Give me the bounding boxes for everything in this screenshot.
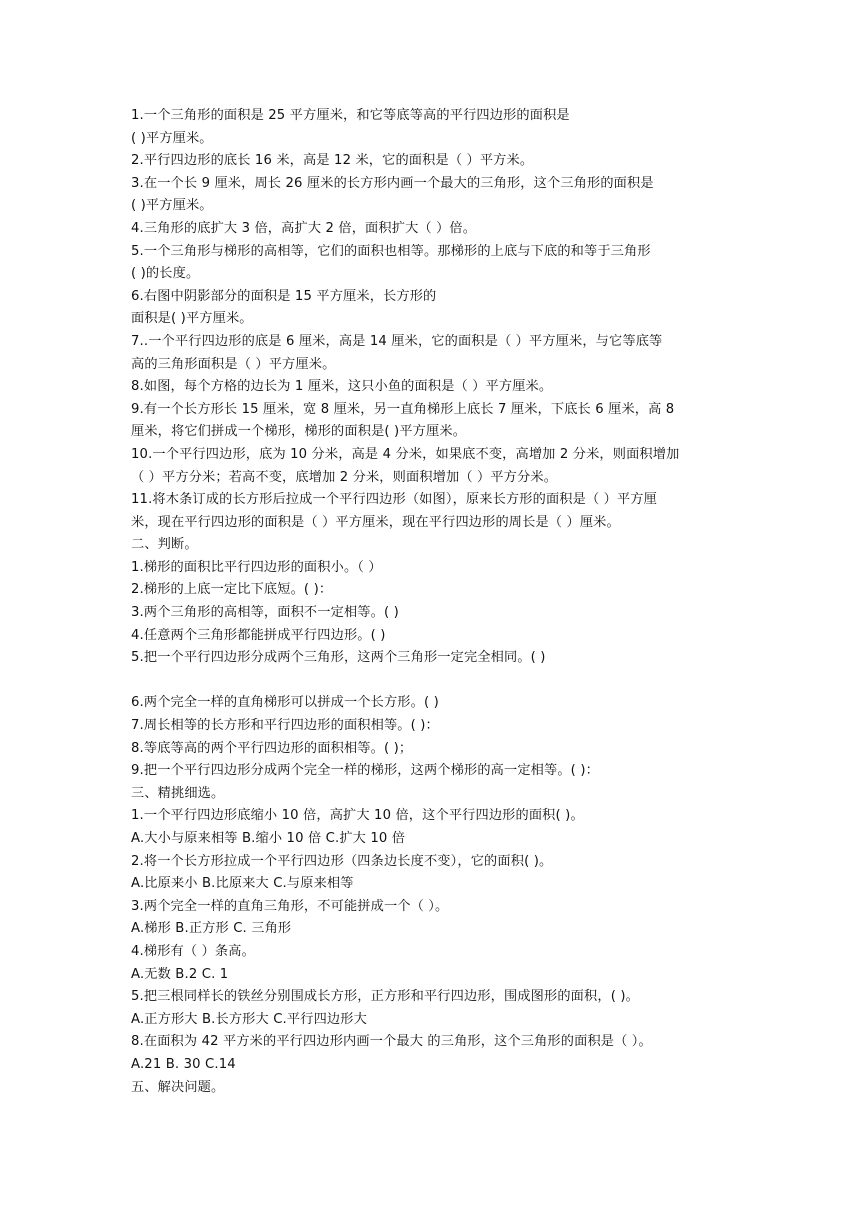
judge-item-1: 1.梯形的面积比平行四边形的面积小。（ ） [131, 559, 382, 575]
q8-line: 8.如图，每个方格的边长为 1 厘米，这只小鱼的面积是（ ）平方厘米。 [131, 379, 553, 395]
choice-q4: 4.梯形有（ ）条高。 [131, 943, 255, 959]
choice-q1: 1.一个平行四边形底缩小 10 倍，高扩大 10 倍，这个平行四边形的面积( )。 [131, 808, 584, 824]
q10-line-1: 10.一个平行四边形，底为 10 分米，高是 4 分米，如果底不变，高增加 2 分米，则面积增加 [131, 446, 680, 462]
q7-line-2: 高的三角形面积是（ ）平方厘米。 [131, 356, 336, 372]
choice-q3-options: A.梯形 B.正方形 C. 三角形 [131, 921, 292, 937]
choice-q2: 2.将一个长方形拉成一个平行四边形（四条边长度不变），它的面积( )。 [131, 853, 553, 869]
q11-line-1: 11.将木条订成的长方形后拉成一个平行四边形（如图），原来长方形的面积是（ ）平方厘 [131, 492, 657, 508]
q4-line: 4.三角形的底扩大 3 倍，高扩大 2 倍，面积扩大（ ）倍。 [131, 220, 477, 236]
choice-q5: 5.把三根同样长的铁丝分别围成长方形，正方形和平行四边形，围成图形的面积，( )。 [131, 989, 639, 1005]
blank-line [131, 670, 735, 693]
judge-item-3: 3.两个三角形的高相等，面积不一定相等。( ) [131, 605, 399, 621]
document-body [131, 105, 735, 1099]
choice-q8-options: A.21 B. 30 C.14 [131, 1056, 236, 1072]
section-heading-judge: 二、判断。 [131, 537, 198, 553]
q1-line-1: 1.一个三角形的面积是 25 平方厘米，和它等底等高的平行四边形的面积是 [131, 108, 570, 123]
section-heading-choice: 三、精挑细选。 [131, 785, 225, 801]
q11-line-2: 米，现在平行四边形的面积是（ ）平方厘米，现在平行四边形的周长是（ ）厘米。 [131, 514, 620, 530]
section-heading-solve: 五、解决问题。 [131, 1079, 225, 1095]
judge-item-7: 7.周长相等的长方形和平行四边形的面积相等。( )： [131, 718, 439, 734]
choice-q2-options: A.比原来小 B.比原来大 C.与原来相等 [131, 876, 354, 892]
choice-q3: 3.两个完全一样的直角三角形，不可能拼成一个（ ）。 [131, 898, 449, 914]
choice-q4-options: A.无数 B.2 C. 1 [131, 966, 229, 982]
judge-item-6: 6.两个完全一样的直角梯形可以拼成一个长方形。( ) [131, 695, 439, 711]
q9-line-2: 厘米，将它们拼成一个梯形，梯形的面积是( )平方厘米。 [131, 424, 467, 440]
q3-line-1: 3.在一个长 9 厘米，周长 26 厘米的长方形内画一个最大的三角形，这个三角形的面积是 [131, 175, 654, 191]
q6-line-1: 6.右图中阴影部分的面积是 15 平方厘米，长方形的 [131, 288, 437, 304]
q1-line-2: ( )平方厘米。 [131, 130, 213, 146]
judge-item-8: 8.等底等高的两个平行四边形的面积相等。( )； [131, 740, 413, 756]
choice-q5-options: A.正方形大 B.长方形大 C.平行四边形大 [131, 1011, 367, 1027]
q5-line-1: 5.一个三角形与梯形的高相等，它们的面积也相等。那梯形的上底与下底的和等于三角形 [131, 243, 651, 259]
judge-item-2: 2.梯形的上底一定比下底短。( )： [131, 582, 333, 598]
q10-line-2: （ ）平方分米；若高不变，底增加 2 分米，则面积增加（ ）平方分米。 [131, 469, 558, 485]
q2-line: 2.平行四边形的底长 16 米，高是 12 米，它的面积是（ ）平方米。 [131, 153, 534, 169]
judge-item-4: 4.任意两个三角形都能拼成平行四边形。( ) [131, 627, 386, 643]
judge-item-9: 9.把一个平行四边形分成两个完全一样的梯形，这两个梯形的高一定相等。( )： [131, 763, 599, 779]
q9-line-1: 9.有一个长方形长 15 厘米，宽 8 厘米，另一直角梯形上底长 7 厘米，下底长 6 厘米，高 8 [131, 401, 675, 417]
q5-line-2: ( )的长度。 [131, 266, 200, 282]
q7-line-1: 7..一个平行四边形的底是 6 厘米，高是 14 厘米，它的面积是（ ）平方厘米，与它等底等 [131, 333, 663, 349]
q3-line-2: ( )平方厘米。 [131, 198, 213, 214]
choice-q1-options: A.大小与原来相等 B.缩小 10 倍 C.扩大 10 倍 [131, 831, 406, 846]
judge-item-5: 5.把一个平行四边形分成两个三角形，这两个三角形一定完全相同。( ) [131, 650, 546, 666]
q6-line-2: 面积是( )平方厘米。 [131, 311, 253, 327]
choice-q8: 8.在面积为 42 平方米的平行四边形内画一个最大 的三角形，这个三角形的面积是（ ）。 [131, 1034, 652, 1050]
